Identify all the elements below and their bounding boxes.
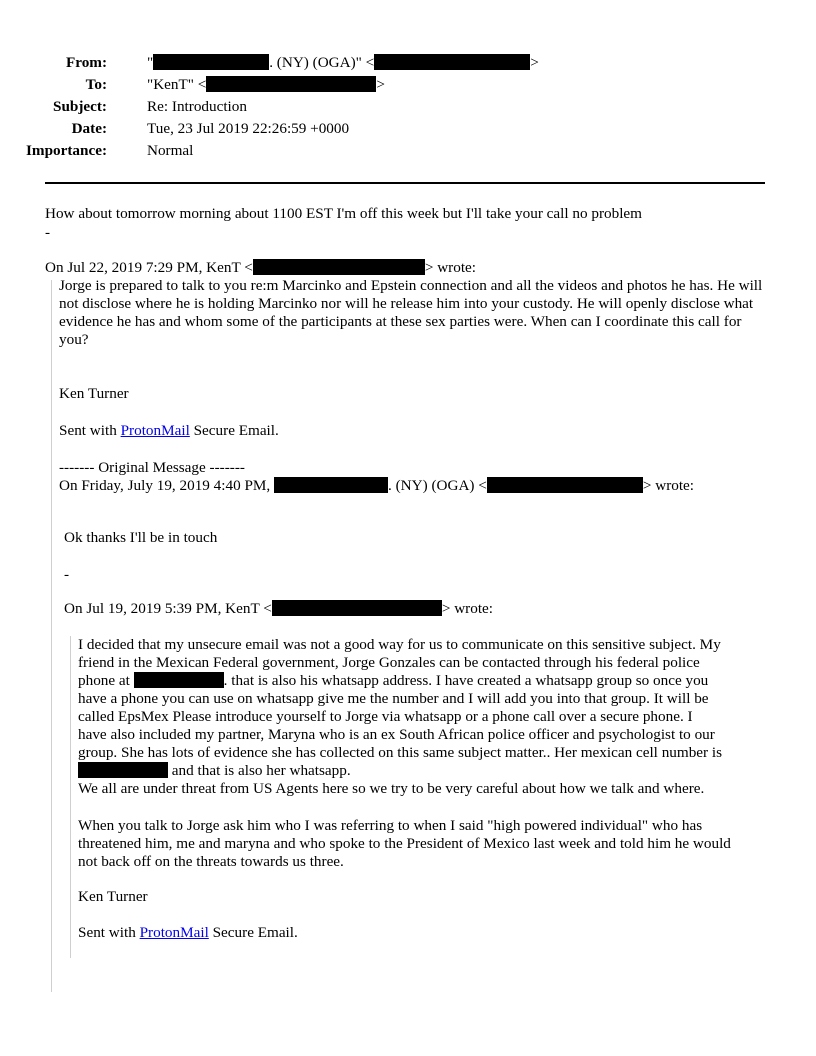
quote2-jorge-line: When you talk to Jorge ask him who I was referring to when I said "high powered individual" who has	[78, 817, 703, 834]
quote2-line: called EpsMex Please introduce yourself to Jorge via whatsapp or a phone call over a secure phone. I	[78, 708, 693, 725]
orig-intro-pre: On Friday, July 19, 2019 4:40 PM,	[59, 477, 275, 494]
subject-value: Re: Introduction	[147, 98, 247, 115]
quote1-sent-pre: Sent with	[59, 422, 121, 439]
redaction-block	[374, 54, 530, 70]
from-close: >	[530, 54, 539, 71]
quote2-line: have a phone you can use on whatsapp give me the number and I will add you into that group. It will be	[78, 690, 709, 707]
quote1-signature: Ken Turner	[59, 385, 129, 402]
quote2-sent-pre: Sent with	[78, 924, 140, 941]
original-message-separator: ------- Original Message -------	[59, 459, 245, 476]
quote2-line: friend in the Mexican Federal government, Jorge Gonzales can be contacted through his federal police	[78, 654, 700, 671]
quote-bar-1	[51, 280, 52, 992]
orig-intro-mid: . (NY) (OGA) <	[388, 477, 487, 494]
quote2-line: group. She has lots of evidence she has collected on this same subject matter.. Her mexican cell number is	[78, 744, 723, 761]
ok-dash: -	[64, 566, 70, 583]
to-close: >	[376, 76, 385, 93]
quote2-sent-post: Secure Email.	[208, 924, 298, 941]
quote2-intro-pre: On Jul 19, 2019 5:39 PM, KenT <	[64, 600, 272, 617]
quote2-threat: We all are under threat from US Agents here so we try to be very careful about how we talk and where.	[78, 780, 705, 797]
quote2-jorge-line: not back off on the threats towards us three.	[78, 853, 344, 870]
importance-value: Normal	[147, 142, 194, 159]
quote2-line: have also included my partner, Maryna who is an ex South African police officer and psychologist to our	[78, 726, 715, 743]
quote2-phone-post: . that is also his whatsapp address. I have created a whatsapp group so once you	[223, 672, 709, 689]
subject-row	[0, 98, 780, 118]
reply-text: How about tomorrow morning about 1100 EST I'm off this week but I'll take your call no problem	[45, 205, 642, 222]
from-value	[147, 54, 539, 72]
quote1-intro-post: > wrote:	[424, 259, 477, 276]
date-row	[0, 120, 780, 140]
redaction-block	[78, 762, 168, 778]
redaction-block	[134, 672, 224, 688]
quote2-signature: Ken Turner	[78, 888, 148, 905]
header-divider	[45, 182, 765, 184]
quote2-phone-pre: phone at	[78, 672, 134, 689]
quote1-intro	[45, 259, 476, 277]
quote2-line: I decided that my unsecure email was not a good way for us to communicate on this sensitive subject. My	[78, 636, 721, 653]
date-label: Date:	[71, 120, 107, 137]
from-label: From:	[65, 54, 107, 71]
original-intro	[59, 477, 694, 495]
to-row	[0, 76, 780, 96]
redaction-block	[487, 477, 643, 493]
to-value	[147, 76, 385, 94]
quote2-jorge-line: threatened him, me and maryna and who spoke to the President of Mexico last week and told him he would	[78, 835, 731, 852]
quote1-sent-with	[59, 422, 279, 440]
quote2-sent-with	[78, 924, 298, 942]
reply-dash: -	[45, 224, 51, 241]
orig-intro-post: > wrote:	[642, 477, 695, 494]
date-value: Tue, 23 Jul 2019 22:26:59 +0000	[147, 120, 350, 137]
redaction-block	[153, 54, 269, 70]
redaction-block	[253, 259, 425, 275]
redaction-block	[206, 76, 376, 92]
redaction-block	[274, 477, 388, 493]
quote1-intro-pre: On Jul 22, 2019 7:29 PM, KenT <	[45, 259, 253, 276]
quote2-phone-line	[78, 672, 708, 690]
to-open: "KenT" <	[147, 76, 207, 93]
protonmail-link[interactable]: ProtonMail	[120, 422, 190, 439]
quote1-paragraph: Jorge is prepared to talk to you re:m Marcinko and Epstein connection and all the videos and photos he has. He will not disclose where he is holding Marcinko nor will he release him into your custody. He will openly disclose what evidence he has and whom some of the participants at these sex parties were. When can I coordinate this call for you?	[59, 277, 763, 348]
quote2-cell-line	[78, 762, 351, 780]
quote2-cell-post: and that is also her whatsapp.	[168, 762, 351, 779]
redaction-block	[272, 600, 442, 616]
from-open: "	[147, 54, 154, 71]
from-mid: . (NY) (OGA)" <	[269, 54, 375, 71]
importance-row	[0, 142, 780, 162]
ok-text: Ok thanks I'll be in touch	[64, 529, 218, 546]
subject-label: Subject:	[53, 98, 107, 115]
to-label: To:	[85, 76, 107, 93]
quote1-sent-post: Secure Email.	[189, 422, 279, 439]
importance-label: Importance:	[26, 142, 107, 159]
quote-bar-2	[70, 636, 71, 958]
quote2-intro	[64, 600, 493, 618]
protonmail-link[interactable]: ProtonMail	[139, 924, 209, 941]
from-row	[0, 54, 780, 74]
quote2-intro-post: > wrote:	[441, 600, 494, 617]
